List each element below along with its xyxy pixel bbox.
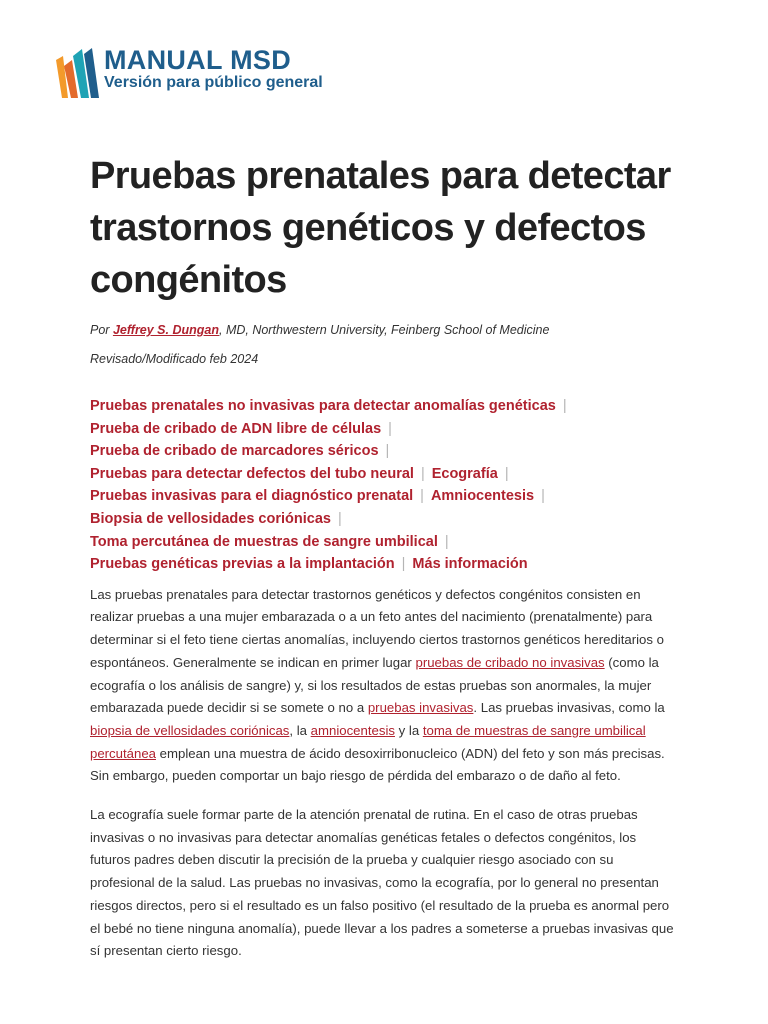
manual-msd-logo-icon xyxy=(54,46,100,100)
toc-link[interactable]: Pruebas para detectar defectos del tubo neural xyxy=(90,465,414,482)
byline xyxy=(90,322,680,339)
toc-link[interactable]: Biopsia de vellosidades coriónicas xyxy=(90,510,331,527)
inline-link[interactable]: pruebas invasivas xyxy=(367,700,474,716)
second-paragraph: La ecografía suele formar parte de la atención prenatal de rutina. En el caso de otras pruebas invasivas o no invasivas para detectar anomalías genéticas fetales o defectos congénitos, los futuros padres deben discutir la precisión de la prueba y cualquier riesgo asociado con su profesional de la salud. Las pruebas no invasivas, como la ecografía, por lo general no presentan riesgos directos, pero si el resultado es un falso positivo (el resultado de la prueba es anormal pero el bebé no tiene ninguna anomalía), puede llevar a los padres a someterse a pruebas invasivas que sí presentan cierto riesgo. xyxy=(90,807,674,959)
toc-link[interactable]: Prueba de cribado de ADN libre de células xyxy=(90,420,382,437)
inline-link[interactable]: toma de muestras de sangre umbilical percutánea xyxy=(90,722,646,761)
toc-separator: | xyxy=(388,420,392,437)
inline-link[interactable]: pruebas de cribado no invasivas xyxy=(415,654,605,670)
toc-link[interactable]: Amniocentesis xyxy=(430,488,535,505)
paragraph-text: . Las pruebas invasivas, como la xyxy=(473,700,665,716)
toc-separator: | xyxy=(337,510,342,527)
toc-link[interactable]: Ecografía xyxy=(431,465,498,482)
inline-link[interactable]: biopsia de vellosidades coriónicas xyxy=(90,722,290,738)
toc-link[interactable]: Prueba de cribado de marcadores séricos xyxy=(90,443,379,460)
brand-title: MANUAL MSD xyxy=(104,45,291,75)
toc-separator: | xyxy=(504,465,509,482)
table-of-contents xyxy=(90,395,680,576)
toc-separator: | xyxy=(541,488,545,505)
toc-separator: | xyxy=(444,533,449,550)
page-title: Pruebas prenatales para detectar trastornos genéticos y defectos congénitos xyxy=(90,155,671,301)
byline-affiliation: , MD, Northwestern University, Feinberg School of Medicine xyxy=(219,323,550,337)
toc-separator: | xyxy=(562,398,567,414)
paragraph-text: emplean una muestra de ácido desoxirribonucleico (ADN) del feto y son más precisas. Sin embargo, pueden comportar un bajo riesgo de pérdida del embarazo o de daño al feto. xyxy=(90,745,665,784)
toc-separator: | xyxy=(401,556,406,573)
toc-link[interactable]: Pruebas invasivas para el diagnóstico prenatal xyxy=(90,488,414,505)
brand-subtitle: Versión para público general xyxy=(104,74,323,91)
toc-link[interactable]: Más información xyxy=(412,556,528,573)
paragraph-text: (como la ecografía o los análisis de sangre) y, si los resultados de estas pruebas son anormales, la mujer embarazada puede decidir si se somete o no a xyxy=(90,654,659,716)
byline-prefix: Por xyxy=(90,323,113,337)
paragraph-text: y la xyxy=(394,722,423,738)
toc-separator: | xyxy=(420,465,425,482)
paragraph-text: Las pruebas prenatales para detectar trastornos genéticos y defectos congénitos consisten en realizar pruebas a una mujer embarazada o a un feto antes del nacimiento (prenatalmente) para determinar si el feto tiene ciertas anomalías, incluyendo ciertos trastornos genéticos hereditarios o espontáneos. Generalmente se indican en primer lugar xyxy=(90,586,664,670)
toc-link[interactable]: Pruebas prenatales no invasivas para detectar anomalías genéticas xyxy=(90,398,556,414)
toc-separator: | xyxy=(385,443,390,460)
paragraph-text: , la xyxy=(289,722,311,738)
site-logo[interactable] xyxy=(54,46,323,100)
reviewed-date: Revisado/Modificado feb 2024 xyxy=(90,352,259,366)
intro-paragraph xyxy=(90,584,680,788)
author-link[interactable]: Jeffrey S. Dungan xyxy=(112,323,219,337)
toc-link[interactable]: Toma percutánea de muestras de sangre umbilical xyxy=(90,533,438,550)
inline-link[interactable]: amniocentesis xyxy=(310,722,395,738)
article xyxy=(90,150,680,976)
toc-separator: | xyxy=(420,488,424,505)
toc-link[interactable]: Pruebas genéticas previas a la implantación xyxy=(90,556,395,573)
